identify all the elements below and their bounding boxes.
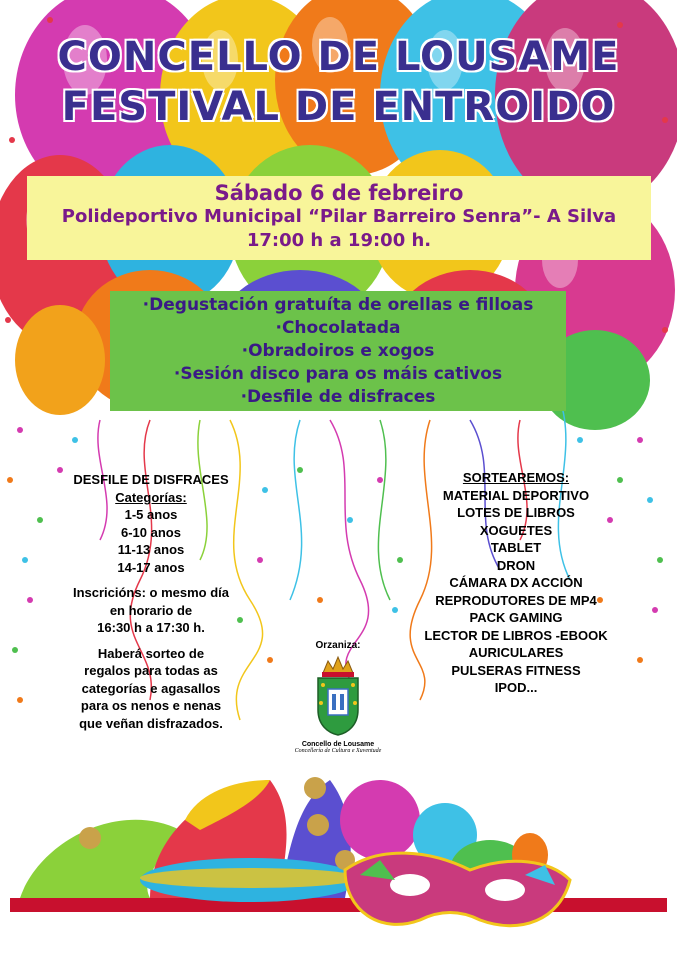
prize-item: LECTOR DE LIBROS -EBOOK — [424, 627, 608, 643]
raffle-note-line: regalos para todas as — [84, 663, 218, 678]
activity-item: ·Sesión disco para os máis cativos — [173, 364, 503, 384]
prize-item: LOTES DE LIBROS — [457, 505, 575, 520]
categories-label: Categorías: — [115, 489, 187, 505]
prizes-section — [410, 469, 622, 697]
category-item: 14-17 anos — [117, 559, 185, 575]
activities-box — [110, 291, 566, 411]
event-info-box — [27, 176, 651, 260]
parade-section — [40, 471, 262, 732]
coat-of-arms-icon — [308, 655, 368, 737]
prize-item: MATERIAL DEPORTIVO — [442, 487, 590, 503]
organizer-label: Orzaniza: — [315, 640, 361, 651]
activity-item: ·Desfile de disfraces — [240, 387, 436, 407]
event-date: Sábado 6 de febreiro — [214, 181, 464, 205]
raffle-note-line: categorías e agasallos — [81, 680, 221, 696]
prizes-heading: SORTEAREMOS: — [462, 470, 570, 485]
registration-line: 16:30 h a 17:30 h. — [97, 620, 205, 635]
raffle-note-line: para os nenos e nenas — [80, 698, 222, 713]
prize-item: DRON — [496, 557, 536, 573]
organizer-block — [278, 640, 398, 754]
prize-item: CÁMARA DX ACCIÓN — [449, 575, 583, 590]
prize-item: REPRODUTORES DE MP4 — [435, 592, 597, 608]
activity-item: ·Chocolatada — [275, 318, 401, 338]
registration-line: en horario de — [109, 602, 193, 618]
raffle-note-line: Haberá sorteo de — [97, 645, 205, 661]
prize-item: AURICULARES — [468, 645, 564, 660]
carnival-hat-and-mask — [10, 777, 667, 926]
event-time: 17:00 h a 19:00 h. — [246, 230, 432, 251]
organizer-department: Concellería de Cultura e Xuventude — [294, 748, 382, 754]
category-item: 1-5 anos — [124, 507, 178, 522]
raffle-note-line: que veñan disfrazados. — [79, 715, 223, 731]
title-line-2: FESTIVAL DE ENTROIDO — [61, 84, 616, 130]
prize-item: XOGUETES — [479, 522, 553, 538]
activity-item: ·Degustación gratuíta de orellas e filloas — [142, 295, 534, 315]
prize-item: PULSERAS FITNESS — [451, 662, 581, 678]
activity-item: ·Obradoiros e xogos — [241, 341, 435, 361]
prize-item: TABLET — [490, 540, 542, 555]
organizer-name: Concello de Lousame — [301, 741, 375, 748]
registration-line: Inscricións: o mesmo día — [72, 585, 230, 600]
category-item: 6-10 anos — [121, 524, 181, 540]
prize-item: PACK GAMING — [469, 610, 563, 625]
title-line-1: CONCELLO DE LOUSAME — [57, 34, 620, 80]
category-item: 11-13 anos — [117, 542, 185, 557]
event-venue: Polideportivo Municipal “Pilar Barreiro Senra”- A Silva — [61, 206, 617, 227]
parade-heading: DESFILE DE DISFRACES — [73, 472, 229, 487]
prize-item: IPOD... — [494, 680, 538, 695]
